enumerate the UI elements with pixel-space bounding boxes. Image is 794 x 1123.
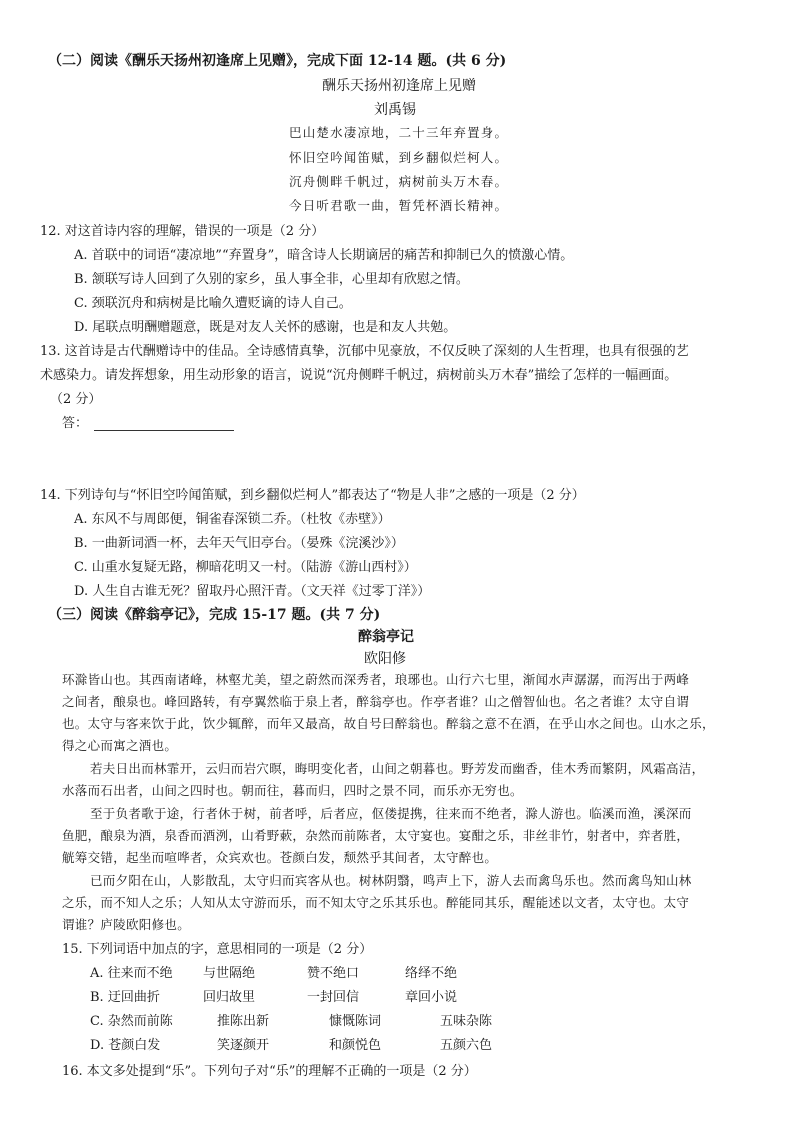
essay-line: 得之心而寓之酒也。 (62, 738, 178, 753)
question-12-option-c: C. 颈联沉舟和病树是比喻久遭贬谪的诗人自己。 (74, 296, 352, 311)
question-15-row-b-item: B. 迂回曲折 (90, 990, 160, 1005)
poem-line: 今日听君歌一曲，暂凭杯酒长精神。 (289, 198, 509, 213)
essay-author: 欧阳修 (364, 651, 406, 667)
essay-line: 已而夕阳在山，人影散乱，太守归而宾客从也。树林阴翳，鸣声上下，游人去而禽鸟乐也。然而禽鸟知山林 (90, 873, 692, 888)
essay-line: 谓谁？庐陵欧阳修也。 (62, 917, 191, 932)
poem-author: 刘禹锡 (374, 102, 416, 118)
question-15-row-a-item: 络绎不绝 (405, 966, 458, 981)
question-15-row-b-item: 一封回信 (307, 990, 360, 1005)
question-12-stem: 12. 对这首诗内容的理解，错误的一项是（2 分） (40, 224, 325, 239)
essay-title: 醉翁亭记 (358, 629, 414, 645)
poem-line: 怀旧空吟闻笛赋，到乡翻似烂柯人。 (289, 150, 509, 165)
question-14-option-b: B. 一曲新词酒一杯，去年天气旧亭台。（晏殊《浣溪沙》） (74, 536, 404, 551)
question-15-stem: 15. 下列词语中加点的字，意思相同的一项是（2 分） (62, 942, 373, 957)
answer-blank[interactable] (94, 416, 234, 431)
essay-line: 也。太守与客来饮于此，饮少辄醉，而年又最高，故自号曰醉翁也。醉翁之意不在酒，在乎山水之间也。山水之乐， (62, 716, 715, 731)
question-15-row-b-item: 章回小说 (405, 990, 458, 1005)
essay-line: 觥筹交错，起坐而喧哗者，众宾欢也。苍颜白发，颓然乎其间者，太守醉也。 (62, 850, 498, 865)
question-13-line-2: 术感染力。请发挥想象，用生动形象的语言，说说“沉舟侧畔千帆过，病树前头万木春”描绘了怎样的一幅画面。 (40, 368, 678, 383)
question-16-stem: 16. 本文多处提到“乐”。下列句子对“乐”的理解不正确的一项是（2 分） (62, 1064, 477, 1079)
question-15-row-a-item: 赞不绝口 (307, 966, 360, 981)
poem-line: 巴山楚水凄凉地，二十三年弃置身。 (289, 125, 509, 140)
essay-line: 至于负者歌于途，行者休于树，前者呼，后者应，伛偻提携，往来而不绝者，滁人游也。临溪而渔，溪深而 (90, 806, 692, 821)
question-13-line-1: 13. 这首诗是古代酬赠诗中的佳品。全诗感情真挚，沉郁中见豪放，不仅反映了深刻的人生哲理，也具有很强的艺 (40, 344, 689, 359)
question-15-row-c-item: C. 杂然而前陈 (90, 1014, 173, 1029)
question-12-option-b: B. 颔联写诗人回到了久别的家乡，虽人事全非，心里却有欣慰之情。 (74, 272, 469, 287)
question-15-row-c-item: 慷慨陈词 (329, 1014, 382, 1029)
question-14-option-c: C. 山重水复疑无路，柳暗花明又一村。（陆游《游山西村》） (74, 560, 417, 575)
essay-line: 若夫日出而林霏开，云归而岩穴暝，晦明变化者，山间之朝暮也。野芳发而幽香，佳木秀而繁阴，风霜高洁， (90, 761, 705, 776)
question-15-row-d-item: D. 苍颜白发 (90, 1038, 161, 1053)
section-3-heading: （三）阅读《醉翁亭记》，完成 15-17 题。(共 7 分) (48, 607, 381, 623)
answer-line (62, 412, 234, 431)
answer-label: 答： (62, 416, 89, 431)
essay-line: 之间者，酿泉也。峰回路转，有亭翼然临于泉上者，醉翁亭也。作亭者谁？山之僧智仙也。名之者谁？太守自谓 (62, 694, 690, 709)
question-15-row-d-item: 笑逐颜开 (217, 1038, 270, 1053)
question-15-row-b-item: 回归故里 (203, 990, 256, 1005)
question-14-stem: 14. 下列诗句与“怀旧空吟闻笛赋，到乡翻似烂柯人”都表达了“物是人非”之感的一项是（2 分） (40, 488, 585, 503)
question-15-row-c-item: 推陈出新 (217, 1014, 270, 1029)
question-13-points: （2 分） (50, 392, 102, 407)
poem-title: 酬乐天扬州初逢席上见赠 (322, 78, 476, 94)
question-15-row-d-item: 五颜六色 (440, 1038, 493, 1053)
question-12-option-a: A. 首联中的词语“凄凉地”“弃置身”，暗含诗人长期谪居的痛苦和抑制已久的愤激心情。 (74, 248, 574, 263)
section-2-heading: （二）阅读《酬乐天扬州初逢席上见赠》，完成下面 12-14 题。(共 6 分) (48, 53, 507, 69)
essay-line: 水落而石出者，山间之四时也。朝而往，暮而归，四时之景不同，而乐亦无穷也。 (62, 783, 523, 798)
essay-line: 鱼肥，酿泉为酒，泉香而酒洌，山肴野蔌，杂然而前陈者，太守宴也。宴酣之乐，非丝非竹，射者中，弈者胜， (62, 828, 690, 843)
poem-line: 沉舟侧畔千帆过，病树前头万木春。 (289, 174, 509, 189)
question-15-row-a-item: 与世隔绝 (203, 966, 256, 981)
question-15-row-d-item: 和颜悦色 (329, 1038, 382, 1053)
question-15-row-c-item: 五味杂陈 (440, 1014, 493, 1029)
question-15-row-a-item: A. 往来而不绝 (90, 966, 173, 981)
essay-line: 环滁皆山也。其西南诸峰，林壑尤美，望之蔚然而深秀者，琅琊也。山行六七里，渐闻水声潺潺，而泻出于两峰 (62, 672, 690, 687)
question-14-option-a: A. 东风不与周郎便，铜雀春深锁二乔。（杜牧《赤壁》） (74, 512, 391, 527)
question-14-option-d: D. 人生自古谁无死？留取丹心照汗青。（文天祥《过零丁洋》） (74, 584, 431, 599)
question-12-option-d: D. 尾联点明酬赠题意，既是对友人关怀的感谢，也是和友人共勉。 (74, 320, 457, 335)
essay-line: 之乐，而不知人之乐；人知从太守游而乐，而不知太守之乐其乐也。醉能同其乐，醒能述以文者，太守也。太守 (62, 895, 690, 910)
